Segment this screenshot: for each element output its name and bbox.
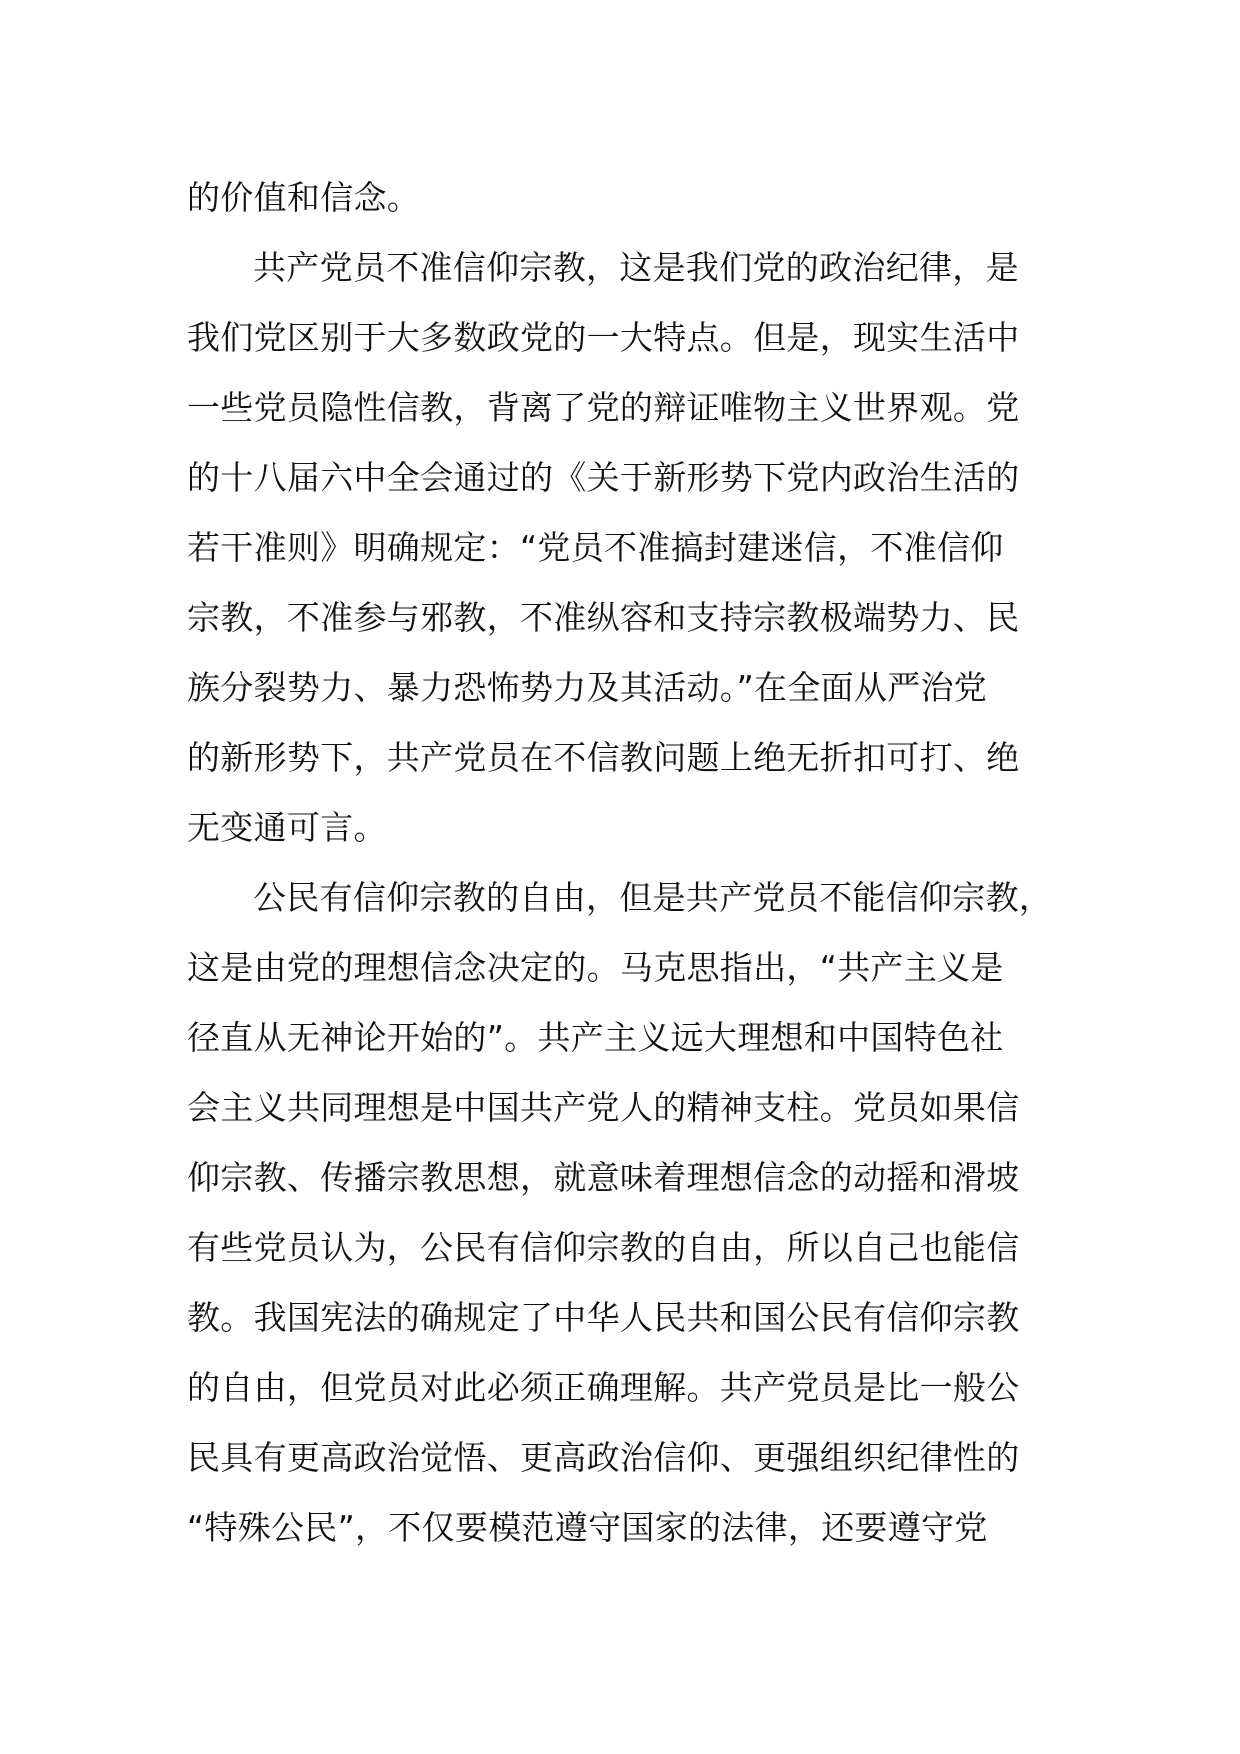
text-line: 教。我国宪法的确规定了中华人民共和国公民有信仰宗教 (187, 1298, 1020, 1337)
text-line: 一些党员隐性信教，背离了党的辩证唯物主义世界观。党 (187, 388, 1020, 427)
text-line: 有些党员认为，公民有信仰宗教的自由，所以自己也能信 (187, 1228, 1020, 1267)
text-line: 的自由，但党员对此必须正确理解。共产党员是比一般公 (187, 1368, 1020, 1407)
text-line: 民具有更高政治觉悟、更高政治信仰、更强组织纪律性的 (187, 1438, 1020, 1477)
text-line: 仰宗教、传播宗教思想，就意味着理想信念的动摇和滑坡 (187, 1158, 1020, 1197)
text-line: 这是由党的理想信念决定的。马克思指出，“共产主义是 (187, 948, 1004, 987)
text-line: 的价值和信念。 (187, 178, 421, 217)
text-line: 无变通可言。 (187, 808, 387, 847)
text-line: 的十八届六中全会通过的《关于新形势下党内政治生活的 (187, 458, 1020, 497)
text-line: 我们党区别于大多数政党的一大特点。但是，现实生活中 (187, 318, 1020, 357)
body-text (187, 163, 1067, 1563)
paragraph-first-line: 共产党员不准信仰宗教，这是我们党的政治纪律，是 (253, 248, 1019, 287)
text-line: 若干准则》明确规定：“党员不准搞封建迷信，不准信仰 (187, 528, 1004, 567)
text-line: 的新形势下，共产党员在不信教问题上绝无折扣可打、绝 (187, 738, 1020, 777)
text-line: 径直从无神论开始的”。共产主义远大理想和中国特色社 (187, 1018, 1004, 1057)
text-line: 会主义共同理想是中国共产党人的精神支柱。党员如果信 (187, 1088, 1020, 1127)
text-line: 族分裂势力、暴力恐怖势力及其活动。”在全面从严治党 (187, 668, 988, 707)
paragraph-first-line: 公民有信仰宗教的自由，但是共产党员不能信仰宗教， (253, 878, 1053, 917)
text-line: “特殊公民”，不仅要模范遵守国家的法律，还要遵守党 (187, 1508, 988, 1547)
text-line: 宗教，不准参与邪教，不准纵容和支持宗教极端势力、民 (187, 598, 1020, 637)
